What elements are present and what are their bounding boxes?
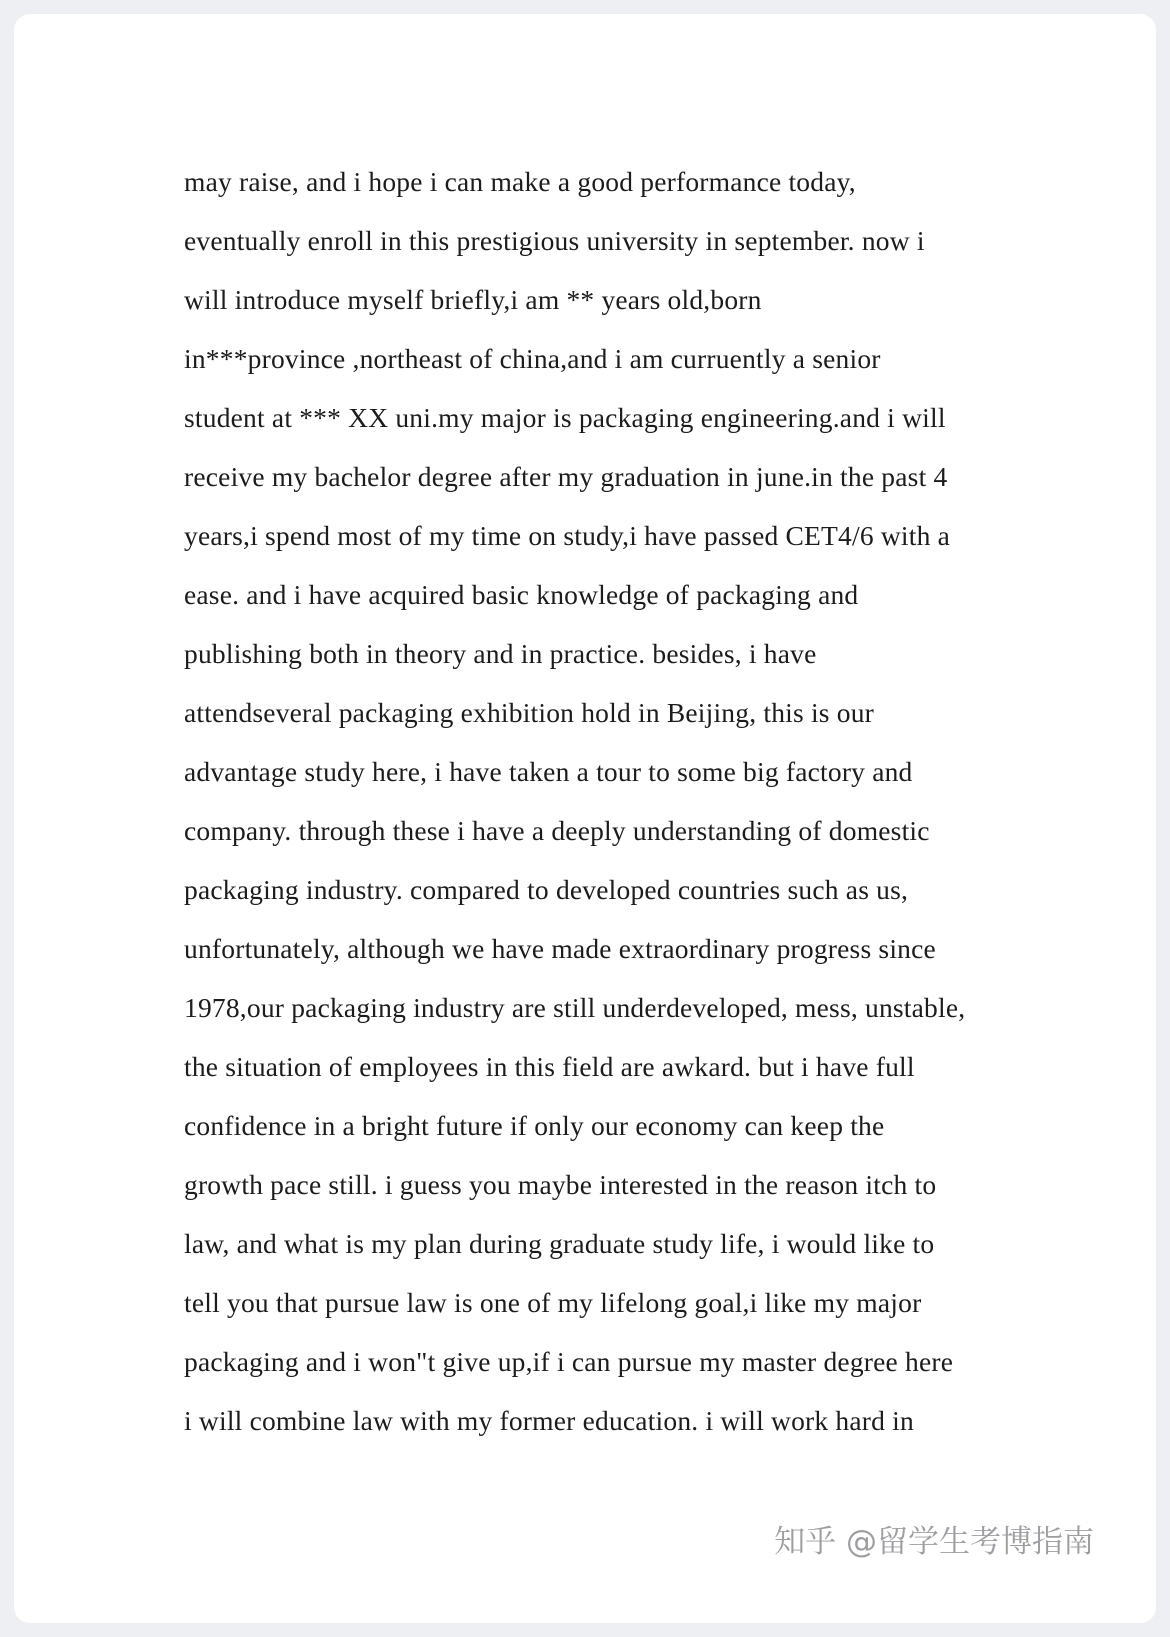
text-line: growth pace still. i guess you maybe interested in the reason itch to — [184, 1169, 937, 1200]
text-line: receive my bachelor degree after my graduation in june.in the past 4 — [184, 461, 948, 492]
text-line: advantage study here, i have taken a tour to some big factory and — [184, 756, 913, 787]
text-line: attendseveral packaging exhibition hold in Beijing, this is our — [184, 697, 875, 728]
watermark — [774, 1516, 1094, 1561]
text-line: in***province ,northeast of china,and i am curruently a senior — [184, 343, 881, 374]
text-line: company. through these i have a deeply understanding of domestic — [184, 815, 930, 846]
watermark-text: 知乎 @留学生考博指南 — [774, 1524, 1094, 1560]
text-line: publishing both in theory and in practice. besides, i have — [184, 638, 817, 669]
text-line: unfortunately, although we have made extraordinary progress since — [184, 933, 936, 964]
text-line: the situation of employees in this field are awkard. but i have full — [184, 1051, 915, 1082]
text-line: i will combine law with my former education. i will work hard in — [184, 1405, 914, 1436]
text-line: may raise, and i hope i can make a good performance today, — [184, 166, 856, 197]
text-line: eventually enroll in this prestigious university in september. now i — [184, 225, 925, 256]
text-line: will introduce myself briefly,i am ** years old,born — [184, 284, 762, 315]
text-line: tell you that pursue law is one of my lifelong goal,i like my major — [184, 1287, 922, 1318]
text-line: law, and what is my plan during graduate study life, i would like to — [184, 1228, 935, 1259]
text-line: packaging industry. compared to developed countries such as us, — [184, 874, 909, 905]
text-line: ease. and i have acquired basic knowledge of packaging and — [184, 579, 859, 610]
document-page — [14, 14, 1156, 1623]
text-line: 1978,our packaging industry are still underdeveloped, mess, unstable, — [184, 992, 966, 1023]
text-line: confidence in a bright future if only our economy can keep the — [184, 1110, 885, 1141]
text-line: years,i spend most of my time on study,i have passed CET4/6 with a — [184, 520, 951, 551]
text-line: packaging and i won"t give up,if i can pursue my master degree here — [184, 1346, 954, 1377]
text-line: student at *** XX uni.my major is packaging engineering.and i will — [184, 402, 946, 433]
document-text-block — [184, 152, 1014, 1450]
